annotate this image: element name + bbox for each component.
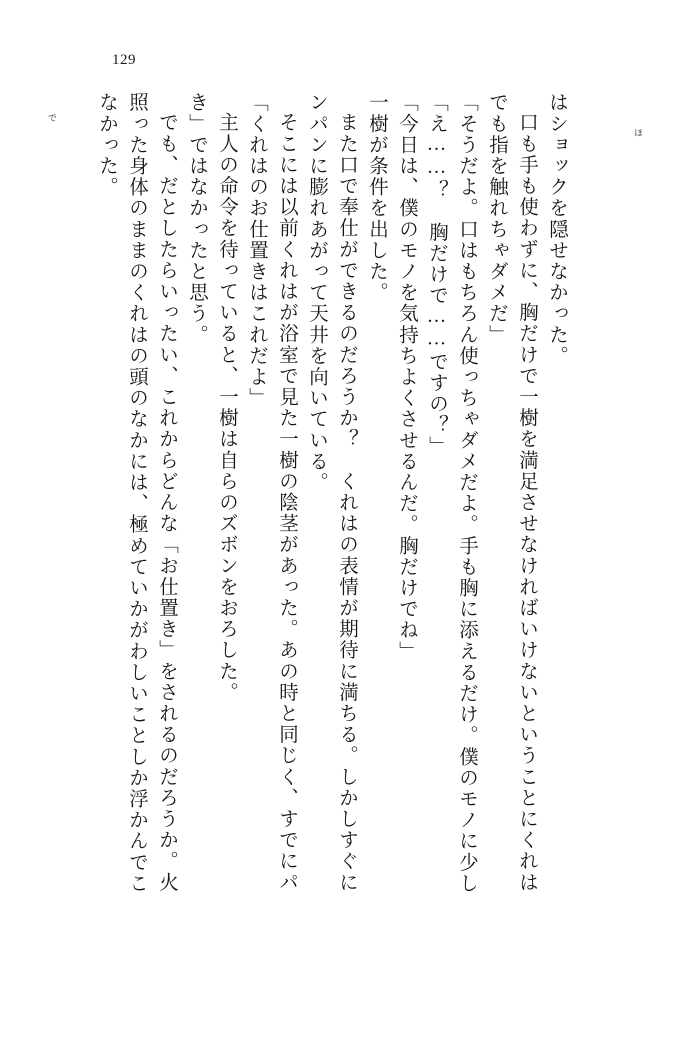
- text-column: でも指を触れちゃダメだ」: [486, 92, 507, 346]
- page-number: 129: [112, 52, 136, 68]
- text-column: また口で奉仕ができるのだろうか？ くれはの表情が期待に満ちる。しかしすぐに: [336, 112, 357, 893]
- text-column: なかった。: [96, 92, 117, 198]
- text-column: 一樹が条件を出した。: [366, 92, 387, 303]
- text-column: 「え……？ 胸だけで……ですの？」: [426, 92, 447, 457]
- text-column: 「そうだよ。口はもちろん使っちゃダメだよ。手も胸に添えるだけ。僕のモノに少し: [456, 92, 477, 894]
- text-column: 主人の命令を待っていると、一樹は自らのズボンをおろした。: [216, 112, 237, 703]
- text-column: はショックを隠せなかった。: [546, 92, 567, 367]
- text-column: 口も手も使わずに、胸だけで一樹を満足させなければいけないということにくれは: [516, 112, 537, 893]
- vertical-body-text: [86, 92, 619, 972]
- text-column: き」ではなかったと思う。: [186, 92, 207, 346]
- ruby-annotation-hi: ほ: [633, 128, 643, 137]
- text-column: ンパンに膨れあがって天井を向いている。: [306, 92, 327, 493]
- text-column: 「くれはのお仕置きはこれだよ」: [246, 92, 267, 409]
- text-column: 照った身体のままのくれはの頭のなかには、極めていかがわしいことしか浮かんでこ: [126, 92, 147, 894]
- text-column: でも、だとしたらいったい、これからどんな「お仕置き」をされるのだろうか。火: [156, 112, 177, 893]
- ruby-annotation-te: で: [47, 113, 57, 122]
- text-column: そこには以前くれはが浴室で見た一樹の陰茎があった。あの時と同じく、すでにパ: [276, 112, 297, 893]
- text-column: 「今日は、僕のモノを気持ちよくさせるんだ。胸だけでね」: [396, 92, 417, 662]
